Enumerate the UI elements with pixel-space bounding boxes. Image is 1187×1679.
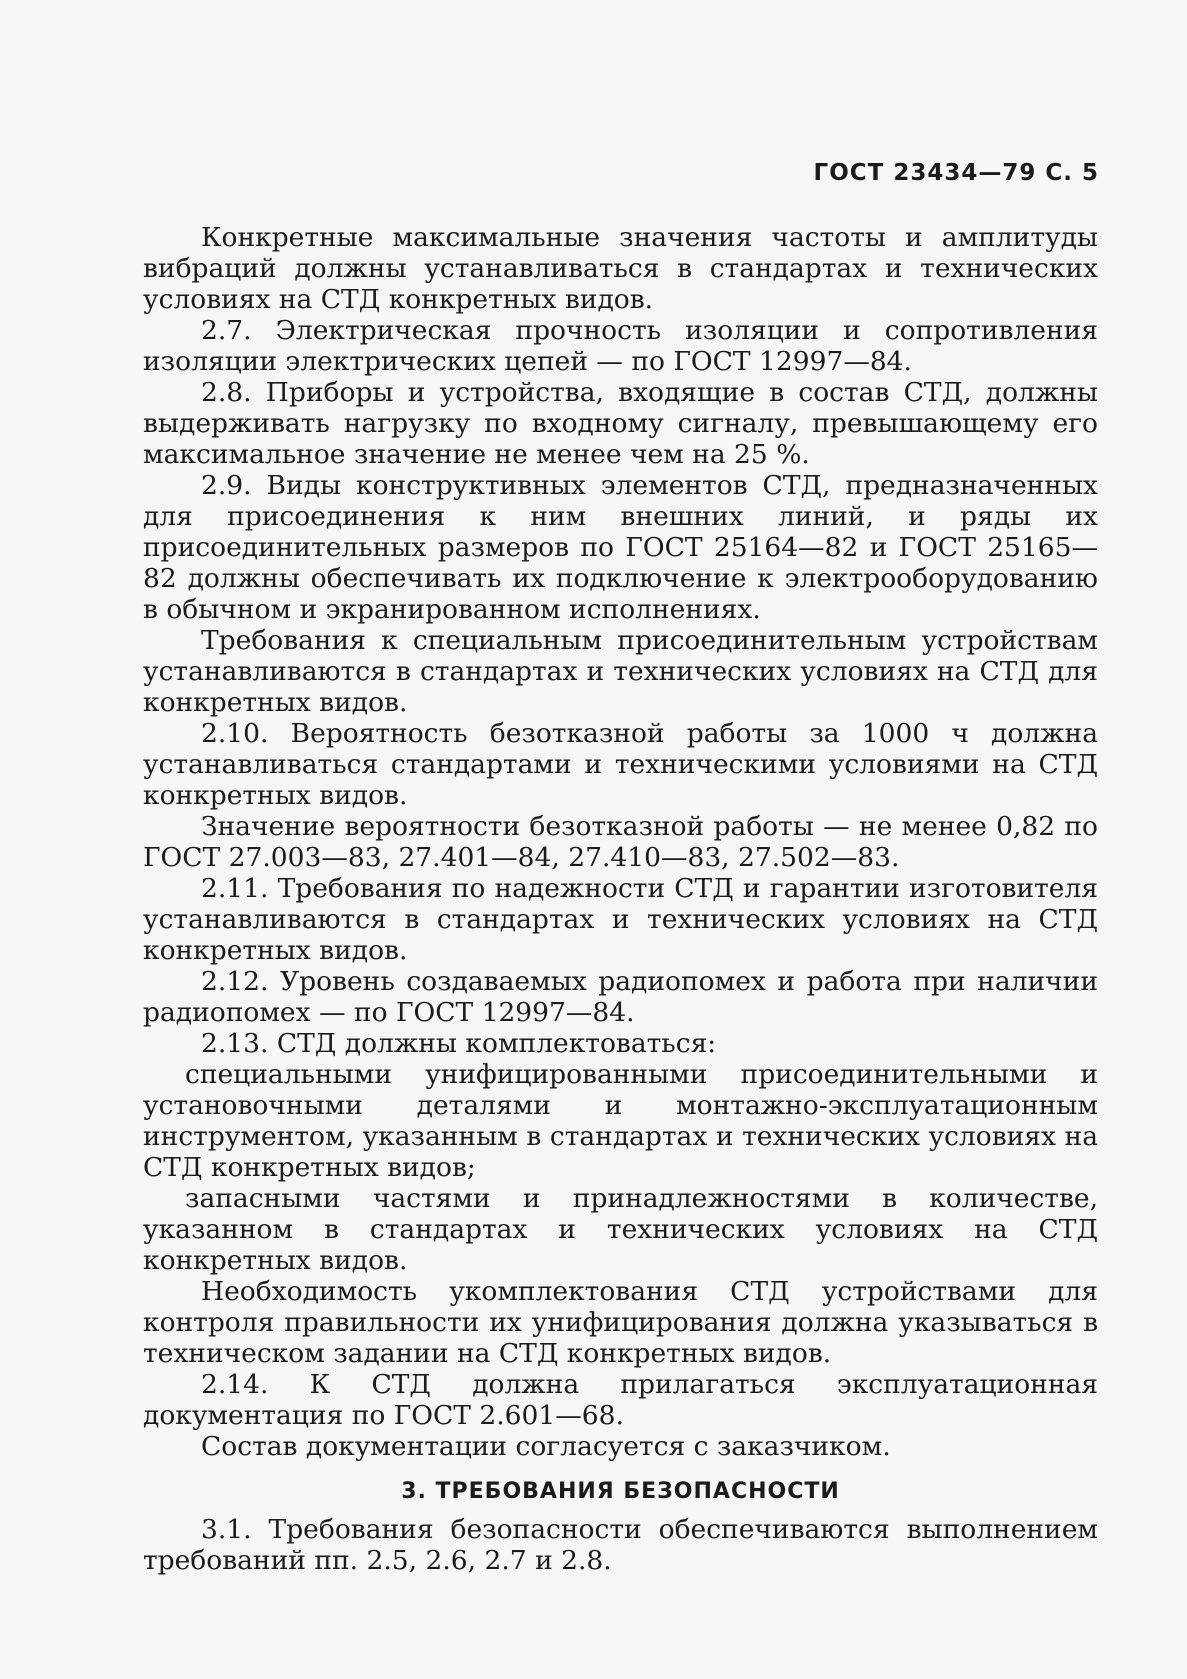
paragraph-2-13: 2.13. СТД должны комплектоваться:: [201, 1028, 717, 1059]
paragraph-2-10: 2.10. Вероятность безотказной работы за 1000 ч должна устанавливаться стандартами и техническими условиями на СТД конкретных видов.: [143, 718, 1098, 811]
document-body: [143, 222, 1098, 1576]
paragraph-completeness: Необходимость укомплектования СТД устройствами для контроля правильности их унифицирования должна указываться в техническом задании на СТД конкретных видов.: [143, 1276, 1098, 1369]
paragraph-2-8: 2.8. Приборы и устройства, входящие в состав СТД, должны выдерживать нагрузку по входному сигналу, превышающему его максимальное значение не менее чем на 25 %.: [143, 377, 1098, 470]
list-item-special-parts: специальными унифицированными присоединительными и установочными деталями и монтажно-эксплуатационным инструментом, указанным в стандартах и технических условиях на СТД конкретных видов;: [143, 1059, 1098, 1183]
paragraph-vibration: Конкретные максимальные значения частоты и амплитуды вибраций должны устанавливаться в стандартах и технических условиях на СТД конкретных видов.: [143, 222, 1098, 315]
paragraph-3-1: 3.1. Требования безопасности обеспечиваются выполнением требований пп. 2.5, 2.6, 2.7 и 2.8.: [143, 1514, 1098, 1576]
paragraph-special-connectors: Требования к специальным присоединительным устройствам устанавливаются в стандартах и технических условиях на СТД для конкретных видов.: [143, 625, 1098, 718]
running-header: ГОСТ 23434—79 С. 5: [813, 160, 1099, 186]
paragraph-2-11: 2.11. Требования по надежности СТД и гарантии изготовителя устанавливаются в стандартах и технических условиях на СТД конкретных видов.: [143, 873, 1098, 966]
paragraph-2-14: 2.14. К СТД должна прилагаться эксплуатационная документация по ГОСТ 2.601—68.: [143, 1369, 1098, 1431]
paragraph-2-9: 2.9. Виды конструктивных элементов СТД, предназначенных для присоединения к ним внешних линий, и ряды их присоединительных размеров по ГОСТ 25164—82 и ГОСТ 25165—82 должны обеспечивать их подключение к электрооборудованию в обычном и экранированном исполнениях.: [143, 470, 1098, 625]
paragraph-2-7: 2.7. Электрическая прочность изоляции и сопротивления изоляции электрических цепей — по ГОСТ 12997—84.: [143, 315, 1098, 377]
paragraph-reliability-value: Значение вероятности безотказной работы — не менее 0,82 по ГОСТ 27.003—83, 27.401—84, 27.410—83, 27.502—83.: [143, 811, 1098, 873]
paragraph-2-12: 2.12. Уровень создаваемых радиопомех и работа при наличии радиопомех — по ГОСТ 12997—84.: [143, 966, 1098, 1028]
list-item-spare-parts: запасными частями и принадлежностями в количестве, указанном в стандартах и технических условиях на СТД конкретных видов.: [143, 1183, 1098, 1276]
paragraph-documentation: Состав документации согласуется с заказчиком.: [201, 1431, 891, 1462]
section-heading: 3. ТРЕБОВАНИЯ БЕЗОПАСНОСТИ: [401, 1479, 840, 1504]
